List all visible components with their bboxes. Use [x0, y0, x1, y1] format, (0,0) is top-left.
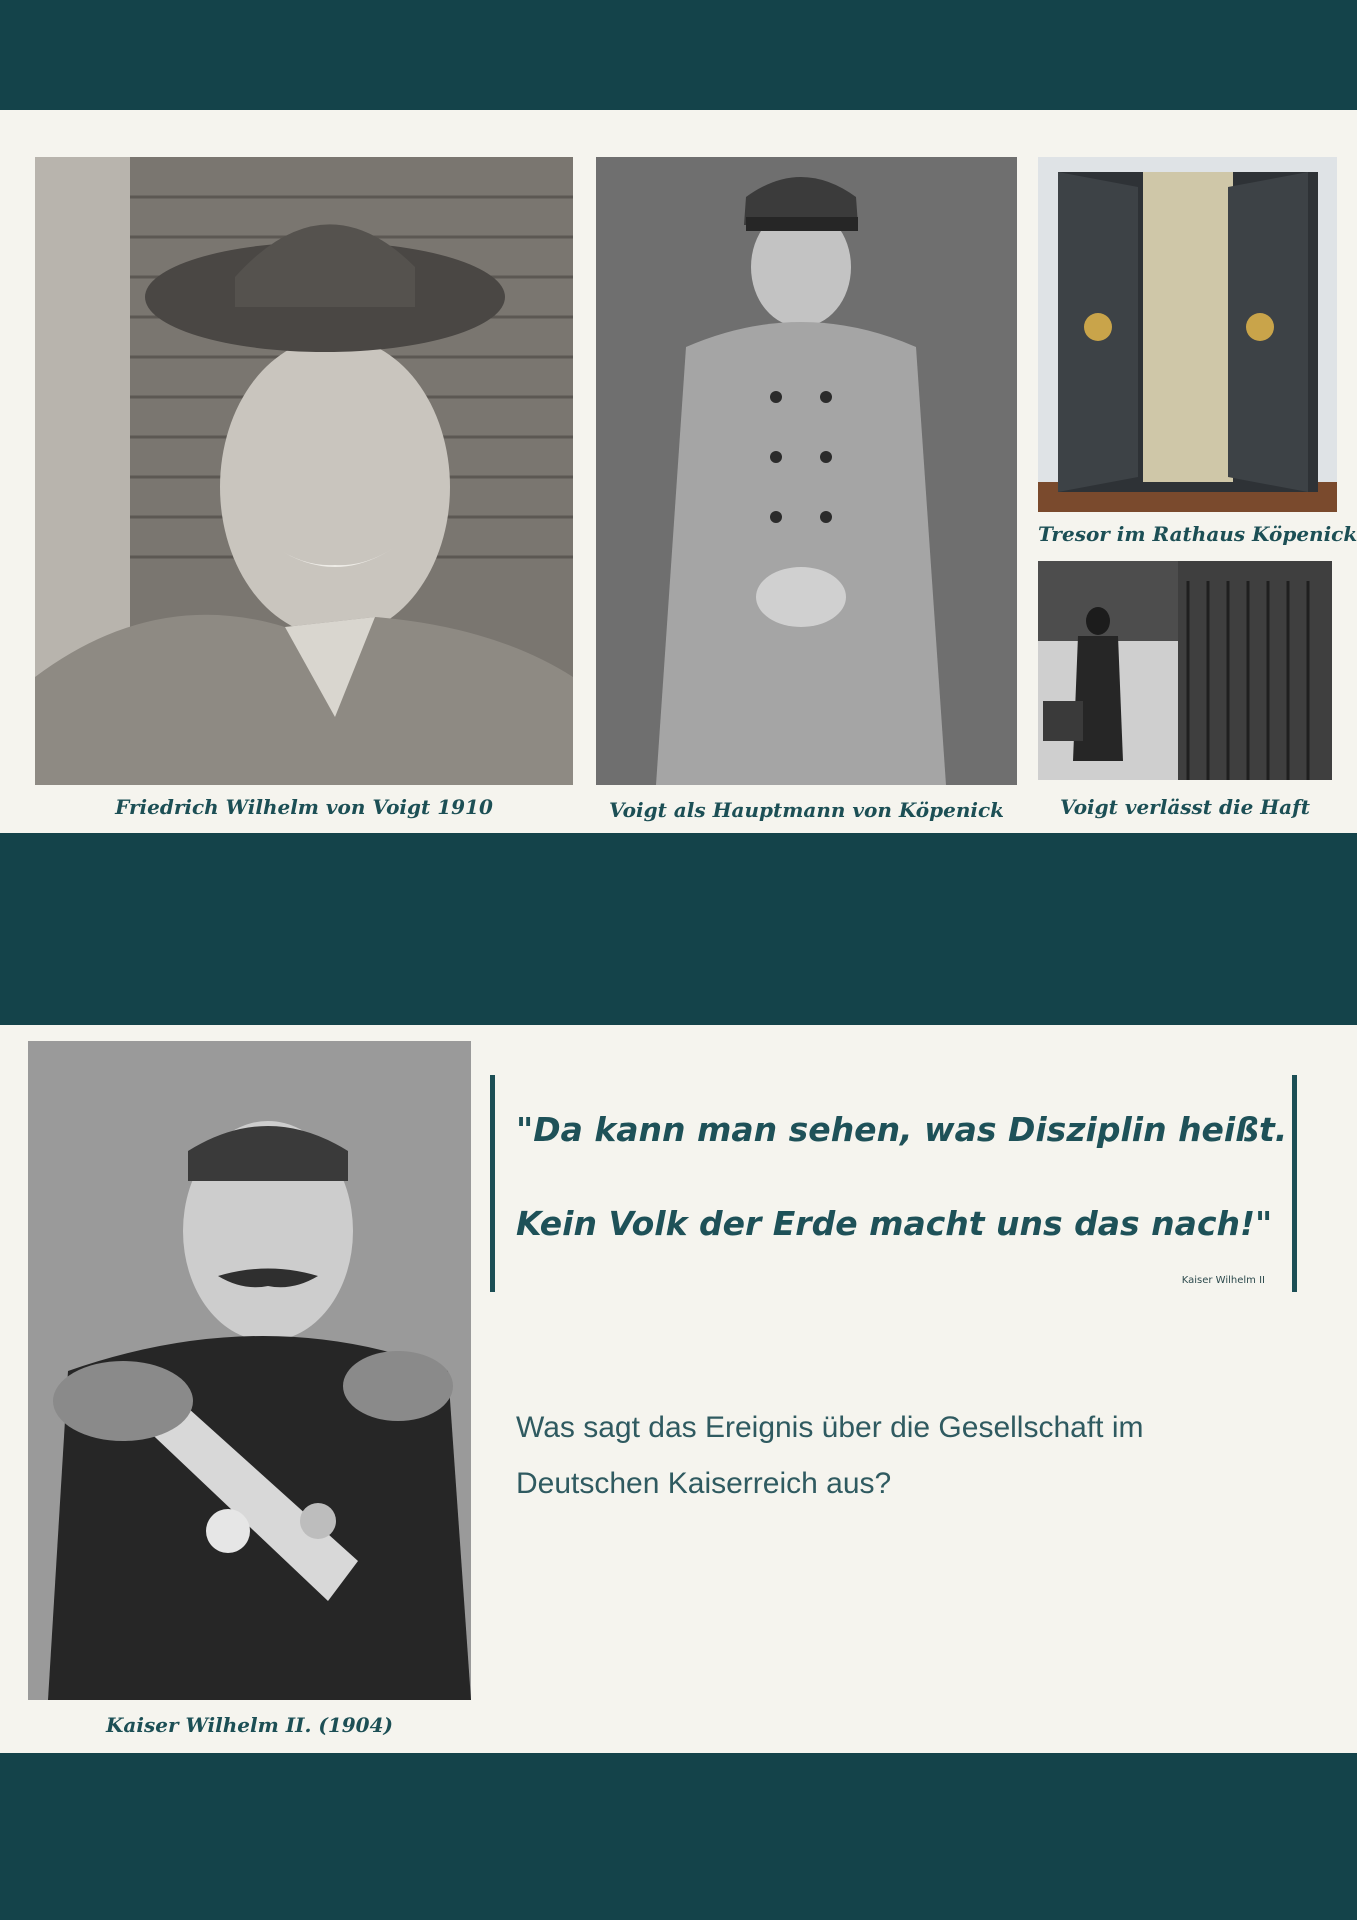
voigt-portrait-image: [35, 157, 573, 785]
kaiser-caption: Kaiser Wilhelm II. (1904): [106, 1713, 393, 1737]
safe-image: [1038, 157, 1337, 512]
kaiser-image: [28, 1041, 471, 1700]
release-caption: Voigt verlässt die Haft: [1060, 795, 1310, 819]
voigt-portrait-photo: [35, 157, 573, 785]
middle-band: [0, 833, 1357, 1025]
bottom-band: [0, 1753, 1357, 1920]
question-line-1: Was sagt das Ereignis über die Gesellschaft im: [516, 1411, 1144, 1444]
quote-line-2: Kein Volk der Erde macht uns das nach!": [516, 1204, 1273, 1243]
question-line-2: Deutschen Kaiserreich aus?: [516, 1467, 892, 1500]
voigt-captain-photo: [596, 157, 1017, 785]
release-photo: [1038, 561, 1332, 780]
quote-right-bar: [1292, 1075, 1297, 1292]
top-band: [0, 0, 1357, 110]
quote-author: Kaiser Wilhelm II: [1181, 1275, 1265, 1286]
voigt-captain-caption: Voigt als Hauptmann von Köpenick: [609, 798, 1004, 822]
voigt-captain-image: [596, 157, 1017, 785]
discussion-question: [516, 1400, 1276, 1512]
safe-photo: [1038, 157, 1337, 512]
kaiser-photo: [28, 1041, 471, 1700]
release-image: [1038, 561, 1332, 780]
safe-caption: Tresor im Rathaus Köpenick: [1038, 522, 1357, 546]
quote-line-1: "Da kann man sehen, was Disziplin heißt.: [516, 1110, 1288, 1149]
voigt-portrait-caption: Friedrich Wilhelm von Voigt 1910: [115, 795, 493, 819]
quote-left-bar: [490, 1075, 495, 1292]
